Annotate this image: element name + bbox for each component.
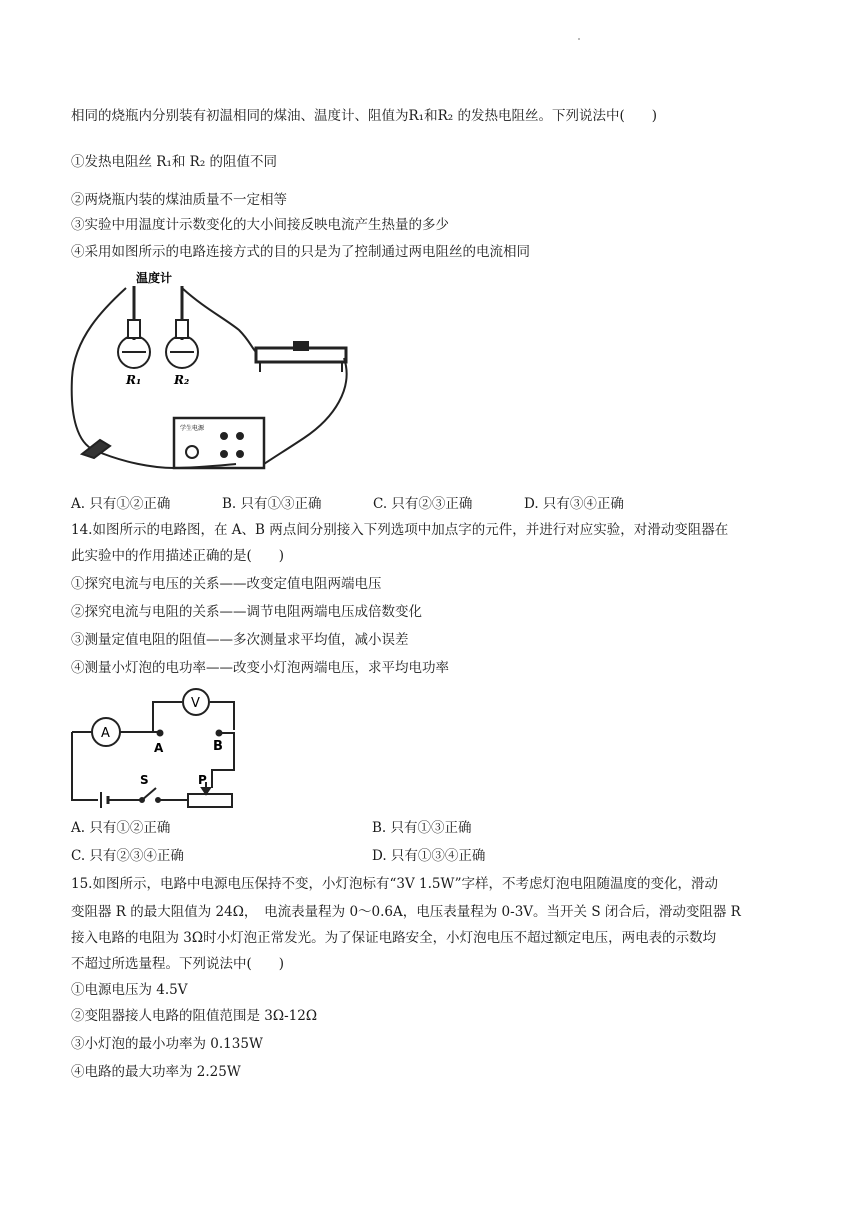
q15-statement-2: ②变阻器接人电路的阻值范围是 3Ω-12Ω [71, 1008, 318, 1024]
q14-option-d[interactable]: D. 只有①③④正确 [372, 848, 486, 864]
q13-stem: 相同的烧瓶内分别装有初温相同的煤油、温度计、阻值为R₁和R₂ 的发热电阻丝。下列说法中( ) [71, 108, 657, 124]
q14-switch-label: S [140, 773, 149, 787]
q15-statement-1: ①电源电压为 4.5V [71, 982, 188, 998]
q13-figure-apparatus [64, 268, 364, 490]
q15-stem-line1: 15.如图所示，电路中电源电压保持不变，小灯泡标有“3V 1.5W”字样，不考虑灯泡电阻随温度的变化，滑动 [71, 876, 718, 892]
q14-voltmeter-label: V [191, 696, 200, 711]
q13-thermometer-label: 温度计 [136, 271, 173, 285]
q13-option-d[interactable]: D. 只有③④正确 [524, 496, 624, 512]
q15-stem-line3: 接入电路的电阻为 3Ω时小灯泡正常发光。为了保证电路安全，小灯泡电压不超过额定电压，两电表的示数均 [71, 930, 717, 946]
q14-point-b-label: B [213, 739, 223, 754]
q15-stem-line4: 不超过所选量程。下列说法中( ) [71, 956, 285, 972]
q14-slider-label: P [198, 773, 207, 787]
q14-option-b[interactable]: B. 只有①③正确 [372, 820, 472, 836]
q14-statement-4: ④测量小灯泡的电功率——改变小灯泡两端电压，求平均电功率 [71, 660, 449, 676]
q15-statement-4: ④电路的最大功率为 2.25W [71, 1064, 241, 1080]
q13-statement-3: ③实验中用温度计示数变化的大小间接反映电流产生热量的多少 [71, 217, 449, 233]
scan-dot [578, 38, 580, 40]
q14-statement-1: ①探究电流与电压的关系——改变定值电阻两端电压 [71, 576, 382, 592]
q15-statement-3: ③小灯泡的最小功率为 0.135W [71, 1036, 263, 1052]
q13-option-b[interactable]: B. 只有①③正确 [222, 496, 322, 512]
q13-statement-1: ①发热电阻丝 R₁和 R₂ 的阻值不同 [71, 154, 278, 170]
q14-statement-2: ②探究电流与电阻的关系——调节电阻两端电压成倍数变化 [71, 604, 422, 620]
q15-stem-line2: 变阻器 R 的最大阻值为 24Ω， 电流表量程为 0～0.6A，电压表量程为 0-3V。当开关 S 闭合后，滑动变阻器 R [71, 904, 741, 920]
q13-r1-label: R₁ [126, 373, 142, 387]
q14-option-a[interactable]: A. 只有①②正确 [71, 820, 171, 836]
q14-statement-3: ③测量定值电阻的阻值——多次测量求平均值，减小误差 [71, 632, 409, 648]
q14-stem-line2: 此实验中的作用描述正确的是( ) [71, 548, 285, 564]
q14-option-c[interactable]: C. 只有②③④正确 [71, 848, 184, 864]
q13-source-label: 学生电源 [180, 425, 205, 432]
q13-r2-label: R₂ [174, 373, 190, 387]
q14-point-a-label: A [154, 741, 164, 755]
q13-option-a[interactable]: A. 只有①②正确 [71, 496, 171, 512]
q14-ammeter-label: A [101, 726, 110, 741]
q13-statement-2: ②两烧瓶内装的煤油质量不一定相等 [71, 192, 287, 208]
q13-option-c[interactable]: C. 只有②③正确 [373, 496, 473, 512]
q14-figure-circuit [68, 684, 243, 814]
q14-stem-line1: 14.如图所示的电路图，在 A、B 两点间分别接入下列选项中加点字的元件，并进行对应实验，对滑动变阻器在 [71, 522, 729, 538]
q13-statement-4: ④采用如图所示的电路连接方式的目的只是为了控制通过两电阻丝的电流相同 [71, 244, 530, 260]
